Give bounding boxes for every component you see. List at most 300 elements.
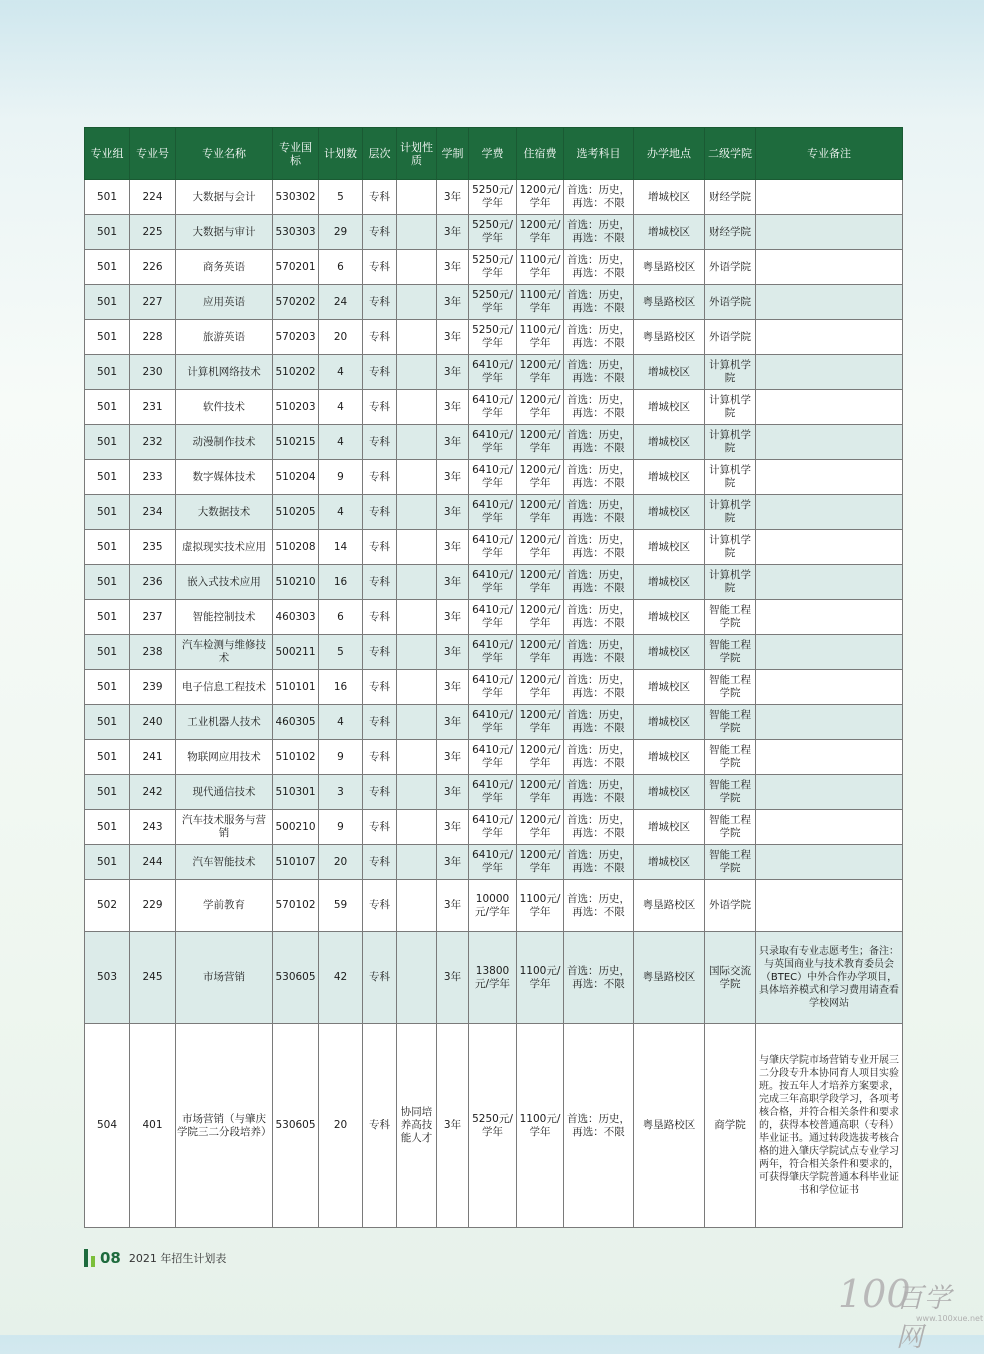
cell-major-code: 227 xyxy=(130,285,176,320)
cell-plan-count: 14 xyxy=(319,530,363,565)
cell-plan-nature xyxy=(397,215,437,250)
cell-plan-nature xyxy=(397,425,437,460)
cell-college: 智能工程学院 xyxy=(705,845,756,880)
cell-plan-count: 5 xyxy=(319,635,363,670)
cell-level: 专科 xyxy=(363,565,397,600)
cell-accommodation: 1200元/学年 xyxy=(517,425,564,460)
cell-campus: 增城校区 xyxy=(634,530,705,565)
cell-campus: 增城校区 xyxy=(634,810,705,845)
cell-plan-nature xyxy=(397,775,437,810)
header-duration: 学制 xyxy=(437,128,469,180)
cell-major-code: 230 xyxy=(130,355,176,390)
cell-plan-count: 6 xyxy=(319,600,363,635)
cell-notes xyxy=(756,285,903,320)
cell-major-name: 计算机网络技术 xyxy=(176,355,273,390)
cell-major-name: 电子信息工程技术 xyxy=(176,670,273,705)
cell-college: 财经学院 xyxy=(705,215,756,250)
cell-tuition: 10000元/学年 xyxy=(469,880,517,932)
cell-plan-count: 4 xyxy=(319,355,363,390)
cell-major-name: 数字媒体技术 xyxy=(176,460,273,495)
page-number: 08 xyxy=(100,1249,121,1267)
cell-accommodation: 1100元/学年 xyxy=(517,880,564,932)
cell-tuition: 6410元/学年 xyxy=(469,810,517,845)
cell-accommodation: 1100元/学年 xyxy=(517,320,564,355)
cell-duration: 3年 xyxy=(437,180,469,215)
table-header-row xyxy=(85,128,903,180)
table-row xyxy=(85,600,903,635)
cell-major-code: 241 xyxy=(130,740,176,775)
cell-tuition: 5250元/学年 xyxy=(469,215,517,250)
cell-national-code: 510208 xyxy=(273,530,319,565)
cell-duration: 3年 xyxy=(437,775,469,810)
cell-notes xyxy=(756,530,903,565)
cell-major-code: 243 xyxy=(130,810,176,845)
cell-campus: 增城校区 xyxy=(634,215,705,250)
table-row xyxy=(85,1024,903,1228)
enrollment-plan-table-container xyxy=(84,127,902,1227)
cell-plan-nature xyxy=(397,635,437,670)
cell-accommodation: 1200元/学年 xyxy=(517,495,564,530)
cell-group: 501 xyxy=(85,390,130,425)
cell-tuition: 6410元/学年 xyxy=(469,740,517,775)
cell-major-code: 225 xyxy=(130,215,176,250)
cell-subjects: 首选：历史，再选：不限 xyxy=(564,565,634,600)
cell-duration: 3年 xyxy=(437,1024,469,1228)
cell-national-code: 530605 xyxy=(273,1024,319,1228)
cell-subjects: 首选：历史，再选：不限 xyxy=(564,250,634,285)
cell-major-name: 大数据与审计 xyxy=(176,215,273,250)
cell-notes xyxy=(756,705,903,740)
cell-tuition: 6410元/学年 xyxy=(469,530,517,565)
cell-notes: 只录取有专业志愿考生；备注：与英国商业与技术教育委员会（BTEC）中外合作办学项目，具体培养模式和学习费用请查看学校网站 xyxy=(756,932,903,1024)
cell-national-code: 510107 xyxy=(273,845,319,880)
cell-notes xyxy=(756,600,903,635)
cell-level: 专科 xyxy=(363,932,397,1024)
cell-subjects: 首选：历史，再选：不限 xyxy=(564,355,634,390)
cell-college: 智能工程学院 xyxy=(705,705,756,740)
cell-level: 专科 xyxy=(363,285,397,320)
cell-duration: 3年 xyxy=(437,705,469,740)
cell-level: 专科 xyxy=(363,740,397,775)
cell-major-code: 235 xyxy=(130,530,176,565)
cell-campus: 增城校区 xyxy=(634,705,705,740)
cell-major-code: 237 xyxy=(130,600,176,635)
cell-plan-count: 3 xyxy=(319,775,363,810)
cell-college: 智能工程学院 xyxy=(705,670,756,705)
cell-level: 专科 xyxy=(363,355,397,390)
cell-major-name: 旅游英语 xyxy=(176,320,273,355)
cell-major-code: 232 xyxy=(130,425,176,460)
cell-plan-count: 4 xyxy=(319,425,363,460)
cell-major-code: 229 xyxy=(130,880,176,932)
cell-campus: 增城校区 xyxy=(634,495,705,530)
cell-level: 专科 xyxy=(363,600,397,635)
cell-subjects: 首选：历史，再选：不限 xyxy=(564,880,634,932)
cell-major-name: 智能控制技术 xyxy=(176,600,273,635)
table-row xyxy=(85,705,903,740)
cell-level: 专科 xyxy=(363,810,397,845)
cell-level: 专科 xyxy=(363,1024,397,1228)
cell-plan-nature xyxy=(397,932,437,1024)
cell-level: 专科 xyxy=(363,530,397,565)
cell-notes xyxy=(756,635,903,670)
cell-subjects: 首选：历史，再选：不限 xyxy=(564,810,634,845)
table-row xyxy=(85,215,903,250)
cell-group: 501 xyxy=(85,635,130,670)
cell-tuition: 6410元/学年 xyxy=(469,775,517,810)
cell-duration: 3年 xyxy=(437,670,469,705)
footer-bar-mark xyxy=(84,1249,88,1267)
cell-major-name: 学前教育 xyxy=(176,880,273,932)
cell-campus: 增城校区 xyxy=(634,565,705,600)
cell-group: 501 xyxy=(85,215,130,250)
cell-subjects: 首选：历史，再选：不限 xyxy=(564,320,634,355)
cell-campus: 增城校区 xyxy=(634,635,705,670)
enrollment-plan-table xyxy=(84,127,903,1228)
cell-group: 501 xyxy=(85,460,130,495)
cell-subjects: 首选：历史，再选：不限 xyxy=(564,530,634,565)
table-row xyxy=(85,355,903,390)
cell-notes xyxy=(756,845,903,880)
cell-accommodation: 1200元/学年 xyxy=(517,600,564,635)
cell-duration: 3年 xyxy=(437,425,469,460)
watermark-logo xyxy=(838,1272,984,1353)
cell-group: 501 xyxy=(85,530,130,565)
cell-subjects: 首选：历史，再选：不限 xyxy=(564,670,634,705)
cell-tuition: 6410元/学年 xyxy=(469,390,517,425)
cell-national-code: 510205 xyxy=(273,495,319,530)
cell-tuition: 6410元/学年 xyxy=(469,635,517,670)
cell-campus: 粤垦路校区 xyxy=(634,320,705,355)
cell-plan-nature xyxy=(397,320,437,355)
cell-campus: 增城校区 xyxy=(634,600,705,635)
cell-college: 商学院 xyxy=(705,1024,756,1228)
cell-major-name: 动漫制作技术 xyxy=(176,425,273,460)
cell-major-code: 228 xyxy=(130,320,176,355)
cell-accommodation: 1100元/学年 xyxy=(517,250,564,285)
cell-accommodation: 1200元/学年 xyxy=(517,565,564,600)
table-row xyxy=(85,775,903,810)
cell-national-code: 510215 xyxy=(273,425,319,460)
cell-national-code: 460305 xyxy=(273,705,319,740)
cell-tuition: 5250元/学年 xyxy=(469,285,517,320)
cell-major-code: 244 xyxy=(130,845,176,880)
cell-notes xyxy=(756,320,903,355)
header-group: 专业组 xyxy=(85,128,130,180)
header-accommodation: 住宿费 xyxy=(517,128,564,180)
cell-subjects: 首选：历史，再选：不限 xyxy=(564,460,634,495)
cell-plan-count: 9 xyxy=(319,740,363,775)
cell-group: 501 xyxy=(85,425,130,460)
cell-plan-count: 4 xyxy=(319,390,363,425)
table-row xyxy=(85,635,903,670)
cell-college: 外语学院 xyxy=(705,285,756,320)
header-national-code: 专业国标 xyxy=(273,128,319,180)
header-plan-count: 计划数 xyxy=(319,128,363,180)
cell-major-code: 240 xyxy=(130,705,176,740)
cell-tuition: 6410元/学年 xyxy=(469,355,517,390)
cell-major-name: 工业机器人技术 xyxy=(176,705,273,740)
header-major-name: 专业名称 xyxy=(176,128,273,180)
cell-national-code: 570202 xyxy=(273,285,319,320)
cell-campus: 增城校区 xyxy=(634,775,705,810)
cell-notes xyxy=(756,810,903,845)
cell-plan-count: 4 xyxy=(319,705,363,740)
table-row xyxy=(85,425,903,460)
cell-duration: 3年 xyxy=(437,635,469,670)
cell-subjects: 首选：历史，再选：不限 xyxy=(564,740,634,775)
cell-major-name: 汽车智能技术 xyxy=(176,845,273,880)
cell-tuition: 6410元/学年 xyxy=(469,845,517,880)
cell-major-code: 238 xyxy=(130,635,176,670)
cell-duration: 3年 xyxy=(437,390,469,425)
cell-level: 专科 xyxy=(363,425,397,460)
table-row xyxy=(85,390,903,425)
cell-major-code: 234 xyxy=(130,495,176,530)
cell-duration: 3年 xyxy=(437,600,469,635)
cell-level: 专科 xyxy=(363,705,397,740)
cell-accommodation: 1200元/学年 xyxy=(517,180,564,215)
cell-accommodation: 1100元/学年 xyxy=(517,932,564,1024)
cell-college: 智能工程学院 xyxy=(705,810,756,845)
cell-group: 502 xyxy=(85,880,130,932)
cell-major-name: 大数据技术 xyxy=(176,495,273,530)
cell-major-name: 市场营销 xyxy=(176,932,273,1024)
cell-duration: 3年 xyxy=(437,460,469,495)
cell-accommodation: 1200元/学年 xyxy=(517,530,564,565)
table-row xyxy=(85,880,903,932)
cell-national-code: 510210 xyxy=(273,565,319,600)
cell-plan-count: 16 xyxy=(319,565,363,600)
cell-tuition: 5250元/学年 xyxy=(469,1024,517,1228)
cell-college: 计算机学院 xyxy=(705,425,756,460)
cell-level: 专科 xyxy=(363,180,397,215)
cell-plan-nature xyxy=(397,355,437,390)
cell-duration: 3年 xyxy=(437,845,469,880)
cell-accommodation: 1200元/学年 xyxy=(517,670,564,705)
cell-group: 501 xyxy=(85,705,130,740)
header-college: 二级学院 xyxy=(705,128,756,180)
cell-tuition: 6410元/学年 xyxy=(469,495,517,530)
cell-national-code: 500210 xyxy=(273,810,319,845)
cell-campus: 粤垦路校区 xyxy=(634,285,705,320)
cell-national-code: 510301 xyxy=(273,775,319,810)
cell-tuition: 5250元/学年 xyxy=(469,320,517,355)
cell-plan-nature: 协同培养高技能人才 xyxy=(397,1024,437,1228)
cell-plan-nature xyxy=(397,530,437,565)
table-row xyxy=(85,250,903,285)
table-row xyxy=(85,285,903,320)
cell-notes xyxy=(756,390,903,425)
cell-college: 智能工程学院 xyxy=(705,775,756,810)
cell-notes xyxy=(756,775,903,810)
cell-duration: 3年 xyxy=(437,215,469,250)
cell-plan-count: 5 xyxy=(319,180,363,215)
cell-notes xyxy=(756,670,903,705)
cell-major-name: 现代通信技术 xyxy=(176,775,273,810)
cell-notes xyxy=(756,460,903,495)
cell-college: 计算机学院 xyxy=(705,565,756,600)
cell-plan-nature xyxy=(397,810,437,845)
cell-plan-count: 29 xyxy=(319,215,363,250)
cell-duration: 3年 xyxy=(437,285,469,320)
cell-group: 501 xyxy=(85,495,130,530)
cell-subjects: 首选：历史，再选：不限 xyxy=(564,285,634,320)
cell-accommodation: 1200元/学年 xyxy=(517,810,564,845)
cell-tuition: 6410元/学年 xyxy=(469,670,517,705)
cell-plan-nature xyxy=(397,670,437,705)
table-row xyxy=(85,530,903,565)
cell-major-code: 224 xyxy=(130,180,176,215)
cell-plan-count: 20 xyxy=(319,845,363,880)
cell-duration: 3年 xyxy=(437,565,469,600)
table-row xyxy=(85,180,903,215)
cell-tuition: 6410元/学年 xyxy=(469,600,517,635)
page-footer xyxy=(84,1247,226,1269)
cell-accommodation: 1100元/学年 xyxy=(517,285,564,320)
cell-major-name: 虚拟现实技术应用 xyxy=(176,530,273,565)
header-major-code: 专业号 xyxy=(130,128,176,180)
cell-college: 外语学院 xyxy=(705,880,756,932)
cell-major-code: 236 xyxy=(130,565,176,600)
cell-duration: 3年 xyxy=(437,880,469,932)
cell-level: 专科 xyxy=(363,670,397,705)
cell-major-name: 商务英语 xyxy=(176,250,273,285)
cell-campus: 增城校区 xyxy=(634,740,705,775)
cell-major-code: 233 xyxy=(130,460,176,495)
cell-campus: 增城校区 xyxy=(634,180,705,215)
cell-group: 501 xyxy=(85,565,130,600)
cell-subjects: 首选：历史，再选：不限 xyxy=(564,600,634,635)
watermark-number: 100 xyxy=(838,1272,911,1316)
table-row xyxy=(85,460,903,495)
cell-college: 计算机学院 xyxy=(705,355,756,390)
cell-major-code: 226 xyxy=(130,250,176,285)
cell-group: 501 xyxy=(85,285,130,320)
header-campus: 办学地点 xyxy=(634,128,705,180)
cell-campus: 粤垦路校区 xyxy=(634,1024,705,1228)
cell-accommodation: 1200元/学年 xyxy=(517,705,564,740)
cell-major-name: 汽车技术服务与营销 xyxy=(176,810,273,845)
cell-accommodation: 1200元/学年 xyxy=(517,460,564,495)
footer-title: 2021 年招生计划表 xyxy=(128,1252,227,1265)
cell-major-code: 245 xyxy=(130,932,176,1024)
cell-level: 专科 xyxy=(363,495,397,530)
cell-level: 专科 xyxy=(363,250,397,285)
cell-tuition: 5250元/学年 xyxy=(469,250,517,285)
cell-duration: 3年 xyxy=(437,355,469,390)
header-notes: 专业备注 xyxy=(756,128,903,180)
cell-tuition: 13800元/学年 xyxy=(469,932,517,1024)
cell-notes xyxy=(756,740,903,775)
cell-accommodation: 1200元/学年 xyxy=(517,775,564,810)
table-row xyxy=(85,320,903,355)
cell-accommodation: 1200元/学年 xyxy=(517,845,564,880)
cell-plan-nature xyxy=(397,565,437,600)
cell-subjects: 首选：历史，再选：不限 xyxy=(564,180,634,215)
footer-bar-mark-small xyxy=(91,1256,95,1267)
cell-accommodation: 1200元/学年 xyxy=(517,390,564,425)
cell-major-name: 应用英语 xyxy=(176,285,273,320)
cell-plan-count: 9 xyxy=(319,810,363,845)
cell-duration: 3年 xyxy=(437,320,469,355)
cell-plan-count: 42 xyxy=(319,932,363,1024)
cell-plan-nature xyxy=(397,285,437,320)
cell-national-code: 460303 xyxy=(273,600,319,635)
cell-college: 计算机学院 xyxy=(705,530,756,565)
cell-tuition: 6410元/学年 xyxy=(469,705,517,740)
cell-notes xyxy=(756,215,903,250)
table-row xyxy=(85,810,903,845)
cell-subjects: 首选：历史，再选：不限 xyxy=(564,390,634,425)
cell-major-code: 231 xyxy=(130,390,176,425)
cell-college: 智能工程学院 xyxy=(705,635,756,670)
cell-group: 501 xyxy=(85,250,130,285)
cell-plan-nature xyxy=(397,250,437,285)
cell-notes xyxy=(756,495,903,530)
cell-group: 501 xyxy=(85,845,130,880)
cell-major-name: 汽车检测与维修技术 xyxy=(176,635,273,670)
cell-tuition: 6410元/学年 xyxy=(469,425,517,460)
table-row xyxy=(85,932,903,1024)
table-row xyxy=(85,740,903,775)
cell-campus: 粤垦路校区 xyxy=(634,932,705,1024)
cell-notes xyxy=(756,250,903,285)
cell-campus: 增城校区 xyxy=(634,460,705,495)
cell-national-code: 570203 xyxy=(273,320,319,355)
cell-group: 501 xyxy=(85,180,130,215)
cell-campus: 增城校区 xyxy=(634,355,705,390)
watermark-url: www.100xue.net xyxy=(916,1314,984,1323)
cell-plan-count: 4 xyxy=(319,495,363,530)
table-body xyxy=(85,180,903,1228)
cell-duration: 3年 xyxy=(437,495,469,530)
table-row xyxy=(85,495,903,530)
cell-major-code: 242 xyxy=(130,775,176,810)
cell-plan-count: 20 xyxy=(319,320,363,355)
cell-group: 501 xyxy=(85,600,130,635)
cell-tuition: 6410元/学年 xyxy=(469,460,517,495)
cell-college: 智能工程学院 xyxy=(705,740,756,775)
cell-major-name: 市场营销（与肇庆学院三二分段培养） xyxy=(176,1024,273,1228)
cell-level: 专科 xyxy=(363,390,397,425)
cell-notes xyxy=(756,355,903,390)
cell-national-code: 510203 xyxy=(273,390,319,425)
cell-national-code: 530302 xyxy=(273,180,319,215)
cell-plan-nature xyxy=(397,845,437,880)
cell-campus: 增城校区 xyxy=(634,670,705,705)
cell-plan-nature xyxy=(397,880,437,932)
cell-plan-count: 16 xyxy=(319,670,363,705)
cell-plan-nature xyxy=(397,600,437,635)
cell-group: 504 xyxy=(85,1024,130,1228)
cell-group: 501 xyxy=(85,670,130,705)
cell-subjects: 首选：历史，再选：不限 xyxy=(564,1024,634,1228)
cell-accommodation: 1200元/学年 xyxy=(517,635,564,670)
cell-subjects: 首选：历史，再选：不限 xyxy=(564,215,634,250)
cell-plan-count: 59 xyxy=(319,880,363,932)
cell-duration: 3年 xyxy=(437,932,469,1024)
cell-duration: 3年 xyxy=(437,740,469,775)
watermark-text: 百学网 xyxy=(896,1283,952,1353)
cell-level: 专科 xyxy=(363,320,397,355)
table-row xyxy=(85,845,903,880)
cell-college: 计算机学院 xyxy=(705,495,756,530)
cell-group: 501 xyxy=(85,810,130,845)
cell-accommodation: 1200元/学年 xyxy=(517,740,564,775)
cell-major-name: 大数据与会计 xyxy=(176,180,273,215)
cell-subjects: 首选：历史，再选：不限 xyxy=(564,775,634,810)
